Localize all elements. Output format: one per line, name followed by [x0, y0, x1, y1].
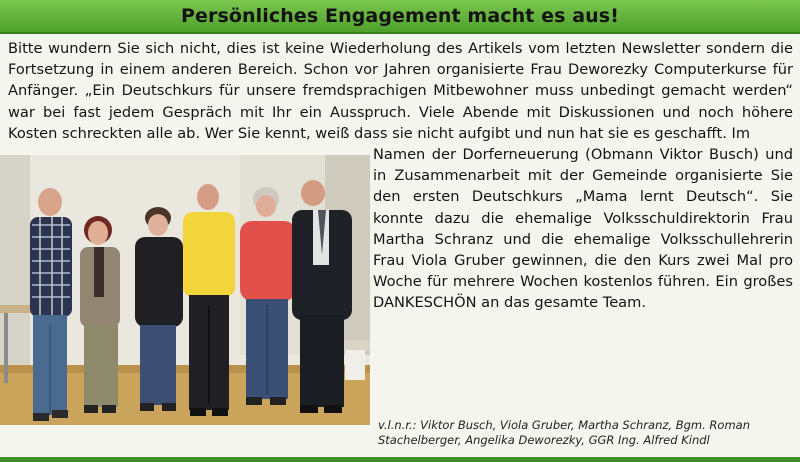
photo-caption: v.l.n.r.: Viktor Busch, Viola Gruber, Martha Schranz, Bgm. Roman Stachelberger, Angelika Deworezky, GGR Ing. Alfred Kindl — [378, 418, 750, 447]
footer-bar — [0, 457, 800, 462]
person-4 — [183, 184, 235, 416]
article-paragraph-right — [373, 144, 793, 314]
header-banner — [0, 0, 800, 34]
page-title: Persönliches Engagement macht es aus! — [181, 5, 619, 27]
person-3 — [135, 207, 183, 411]
person-1 — [30, 188, 72, 421]
paragraph-text: Namen der Dorferneuerung (Obmann Viktor Busch) und in Zusammenarbeit mit der Gemeinde organisierte Sie den ersten Deutschkurs „Mama lernt Deutsch“. Sie konnte dazu die ehemalige Volksschuldirektorin Frau Martha Schranz und die ehemalige Volksschullehrerin Frau Viola Gruber gewinnen, die den Kurs zwei Mal pro Woche für mehrere Wochen kostenlos führen. Ein großes DANKESCHÖN an das gesamte Team. — [373, 146, 793, 312]
paragraph-text: Bitte wundern Sie sich nicht, dies ist keine Wiederholung des Artikels vom letzten Newsletter sondern die Fortsetzung in einem anderen Bereich. Schon vor Jahren organisierte Frau Deworezky Computerkurse für Anfänger. „Ein Deutschkurs für unsere fremdsprachigen Mitbewohner muss unbedingt gemacht werden“ war bei fast jedem Gespräch mit Ihr ein Ausspruch. Viele Abende mit Diskussionen und noch höhere Kosten schreckten alle ab. Wer Sie kennt, weiß dass sie nicht aufgibt und nun hat sie es geschafft. Im — [8, 40, 793, 142]
group-photo — [0, 155, 370, 425]
person-6 — [292, 180, 352, 413]
article-paragraph-top — [8, 38, 793, 144]
